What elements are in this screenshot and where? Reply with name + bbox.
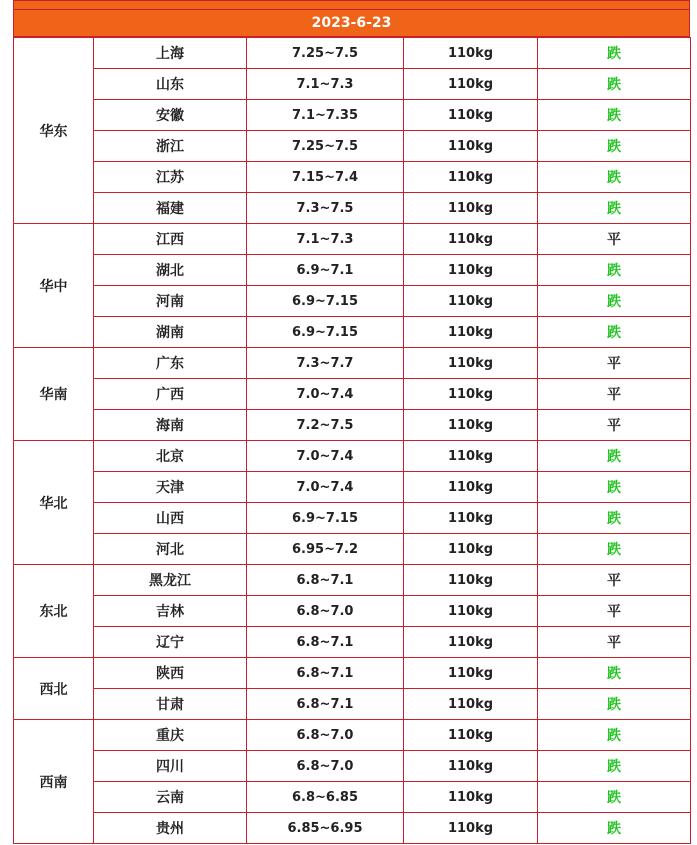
- price-range: 6.9~7.15: [247, 503, 404, 534]
- trend-indicator: 跌: [538, 689, 691, 720]
- table-row: [14, 224, 691, 255]
- table-row: [14, 38, 691, 69]
- region-name: 西北: [14, 658, 94, 720]
- trend-indicator: 平: [538, 627, 691, 658]
- trend-indicator: 平: [538, 379, 691, 410]
- province-name: 天津: [94, 472, 247, 503]
- trend-indicator: 跌: [538, 813, 691, 844]
- price-table-body: [14, 38, 691, 844]
- table-row: [14, 813, 691, 844]
- price-range: 6.8~7.0: [247, 751, 404, 782]
- price-range: 7.1~7.3: [247, 224, 404, 255]
- weight-value: 110kg: [404, 379, 538, 410]
- weight-value: 110kg: [404, 255, 538, 286]
- price-table-container: [13, 0, 690, 844]
- table-row: [14, 565, 691, 596]
- trend-indicator: 平: [538, 224, 691, 255]
- trend-indicator: 跌: [538, 162, 691, 193]
- table-title-bar: [13, 0, 690, 9]
- price-range: 6.8~6.85: [247, 782, 404, 813]
- table-row: [14, 348, 691, 379]
- table-row: [14, 689, 691, 720]
- trend-indicator: 跌: [538, 131, 691, 162]
- trend-indicator: 跌: [538, 255, 691, 286]
- weight-value: 110kg: [404, 472, 538, 503]
- table-row: [14, 69, 691, 100]
- trend-indicator: 平: [538, 596, 691, 627]
- weight-value: 110kg: [404, 534, 538, 565]
- weight-value: 110kg: [404, 751, 538, 782]
- table-row: [14, 410, 691, 441]
- table-row: [14, 658, 691, 689]
- trend-indicator: 跌: [538, 286, 691, 317]
- province-name: 重庆: [94, 720, 247, 751]
- province-name: 广西: [94, 379, 247, 410]
- trend-indicator: 跌: [538, 534, 691, 565]
- province-name: 陕西: [94, 658, 247, 689]
- province-name: 云南: [94, 782, 247, 813]
- trend-indicator: 跌: [538, 100, 691, 131]
- price-range: 7.15~7.4: [247, 162, 404, 193]
- weight-value: 110kg: [404, 100, 538, 131]
- price-range: 7.1~7.3: [247, 69, 404, 100]
- price-range: 6.95~7.2: [247, 534, 404, 565]
- price-range: 6.8~7.1: [247, 689, 404, 720]
- price-range: 7.3~7.5: [247, 193, 404, 224]
- table-row: [14, 751, 691, 782]
- weight-value: 110kg: [404, 69, 538, 100]
- weight-value: 110kg: [404, 813, 538, 844]
- province-name: 江苏: [94, 162, 247, 193]
- price-range: 6.8~7.1: [247, 627, 404, 658]
- trend-indicator: 跌: [538, 193, 691, 224]
- weight-value: 110kg: [404, 162, 538, 193]
- table-row: [14, 441, 691, 472]
- weight-value: 110kg: [404, 286, 538, 317]
- weight-value: 110kg: [404, 782, 538, 813]
- province-name: 湖北: [94, 255, 247, 286]
- price-range: 7.3~7.7: [247, 348, 404, 379]
- trend-indicator: 平: [538, 348, 691, 379]
- price-range: 6.8~7.1: [247, 658, 404, 689]
- price-range: 7.25~7.5: [247, 131, 404, 162]
- table-row: [14, 286, 691, 317]
- province-name: 海南: [94, 410, 247, 441]
- province-name: 四川: [94, 751, 247, 782]
- trend-indicator: 平: [538, 565, 691, 596]
- weight-value: 110kg: [404, 317, 538, 348]
- price-range: 6.85~6.95: [247, 813, 404, 844]
- province-name: 黑龙江: [94, 565, 247, 596]
- trend-indicator: 跌: [538, 751, 691, 782]
- weight-value: 110kg: [404, 131, 538, 162]
- table-row: [14, 162, 691, 193]
- region-name: 西南: [14, 720, 94, 844]
- province-name: 山东: [94, 69, 247, 100]
- table-row: [14, 720, 691, 751]
- weight-value: 110kg: [404, 720, 538, 751]
- weight-value: 110kg: [404, 224, 538, 255]
- table-row: [14, 472, 691, 503]
- weight-value: 110kg: [404, 565, 538, 596]
- weight-value: 110kg: [404, 193, 538, 224]
- province-name: 山西: [94, 503, 247, 534]
- trend-indicator: 跌: [538, 782, 691, 813]
- weight-value: 110kg: [404, 38, 538, 69]
- trend-indicator: 跌: [538, 441, 691, 472]
- region-name: 华中: [14, 224, 94, 348]
- weight-value: 110kg: [404, 627, 538, 658]
- province-name: 上海: [94, 38, 247, 69]
- region-name: 华南: [14, 348, 94, 441]
- table-row: [14, 255, 691, 286]
- province-name: 北京: [94, 441, 247, 472]
- price-range: 7.25~7.5: [247, 38, 404, 69]
- price-range: 7.2~7.5: [247, 410, 404, 441]
- province-name: 河北: [94, 534, 247, 565]
- province-name: 福建: [94, 193, 247, 224]
- province-name: 江西: [94, 224, 247, 255]
- region-name: 华北: [14, 441, 94, 565]
- weight-value: 110kg: [404, 441, 538, 472]
- province-name: 浙江: [94, 131, 247, 162]
- price-table: [13, 37, 691, 844]
- price-range: 6.9~7.15: [247, 286, 404, 317]
- price-range: 6.9~7.1: [247, 255, 404, 286]
- region-name: 华东: [14, 38, 94, 224]
- trend-indicator: 跌: [538, 38, 691, 69]
- weight-value: 110kg: [404, 658, 538, 689]
- trend-indicator: 平: [538, 410, 691, 441]
- weight-value: 110kg: [404, 503, 538, 534]
- table-row: [14, 131, 691, 162]
- table-row: [14, 534, 691, 565]
- province-name: 广东: [94, 348, 247, 379]
- date-header: 2023-6-23: [13, 9, 690, 37]
- province-name: 安徽: [94, 100, 247, 131]
- price-range: 7.0~7.4: [247, 379, 404, 410]
- table-row: [14, 193, 691, 224]
- trend-indicator: 跌: [538, 317, 691, 348]
- price-range: 6.8~7.0: [247, 720, 404, 751]
- weight-value: 110kg: [404, 689, 538, 720]
- price-range: 7.0~7.4: [247, 472, 404, 503]
- trend-indicator: 跌: [538, 658, 691, 689]
- province-name: 吉林: [94, 596, 247, 627]
- trend-indicator: 跌: [538, 69, 691, 100]
- table-row: [14, 596, 691, 627]
- province-name: 辽宁: [94, 627, 247, 658]
- province-name: 贵州: [94, 813, 247, 844]
- province-name: 河南: [94, 286, 247, 317]
- region-name: 东北: [14, 565, 94, 658]
- price-range: 6.8~7.0: [247, 596, 404, 627]
- table-row: [14, 317, 691, 348]
- price-range: 6.9~7.15: [247, 317, 404, 348]
- price-range: 6.8~7.1: [247, 565, 404, 596]
- price-range: 7.0~7.4: [247, 441, 404, 472]
- weight-value: 110kg: [404, 348, 538, 379]
- table-row: [14, 627, 691, 658]
- province-name: 湖南: [94, 317, 247, 348]
- table-row: [14, 503, 691, 534]
- trend-indicator: 跌: [538, 720, 691, 751]
- trend-indicator: 跌: [538, 503, 691, 534]
- province-name: 甘肃: [94, 689, 247, 720]
- weight-value: 110kg: [404, 596, 538, 627]
- table-row: [14, 100, 691, 131]
- trend-indicator: 跌: [538, 472, 691, 503]
- table-row: [14, 782, 691, 813]
- weight-value: 110kg: [404, 410, 538, 441]
- table-row: [14, 379, 691, 410]
- price-range: 7.1~7.35: [247, 100, 404, 131]
